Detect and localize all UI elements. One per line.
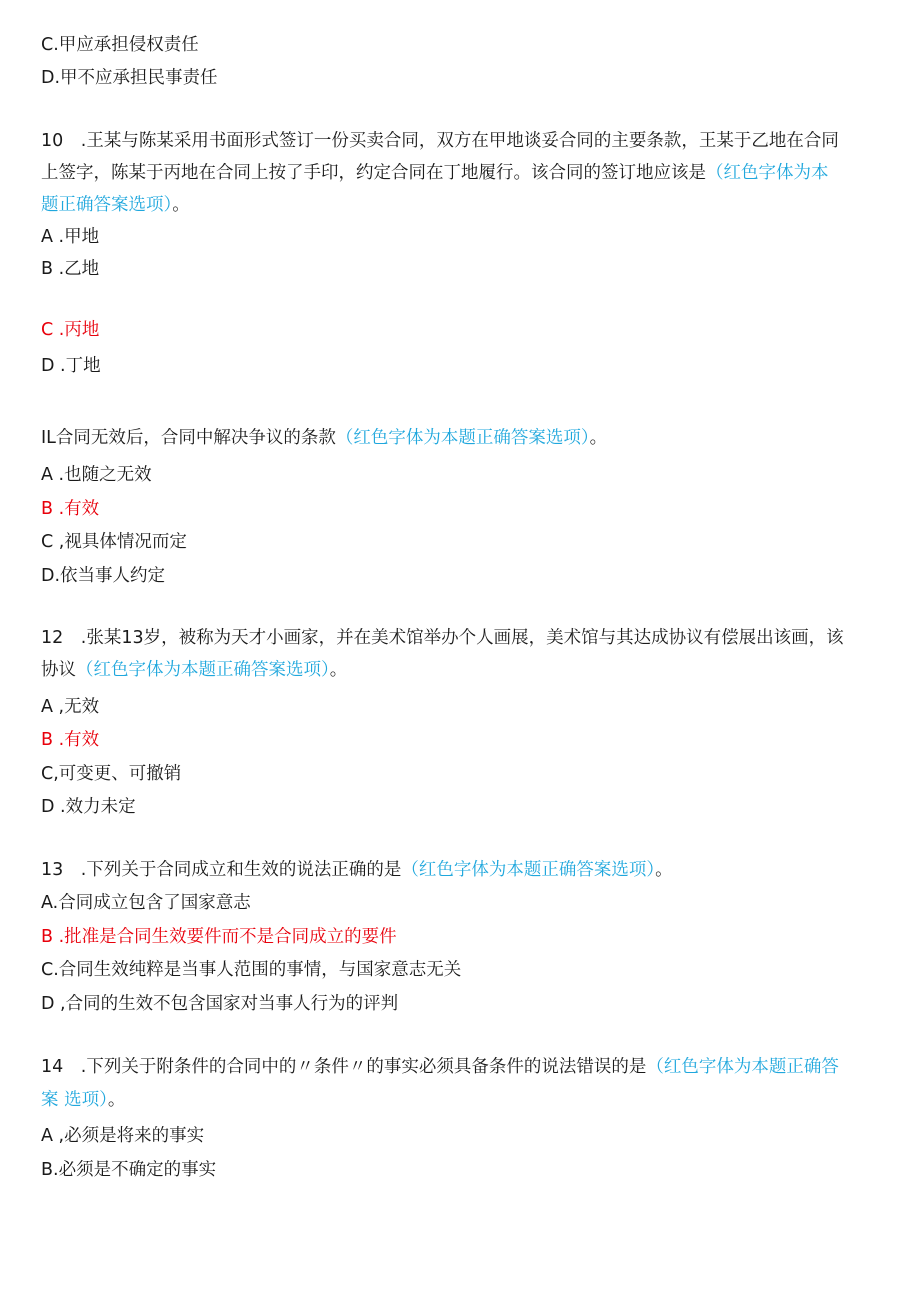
q9-option-d: D.甲不应承担民事责任 xyxy=(41,68,218,88)
q10-stem-text: 上签字，陈某于丙地在合同上按了手印，约定合同在丁地履行。该合同的签订地应该是 xyxy=(41,163,706,183)
q13-stem-text: 13 .下列关于合同成立和生效的说法正确的是 xyxy=(41,860,402,880)
q12-stem-line-2 xyxy=(41,654,886,686)
q13-answer-hint: （红色字体为本题正确答案选项） xyxy=(401,860,656,880)
q14-stem-line-1 xyxy=(41,1051,886,1083)
q13-option-a: A.合同成立包含了国家意志 xyxy=(41,893,251,913)
q11-stem xyxy=(41,422,886,454)
q10-option-b: B .乙地 xyxy=(41,259,100,279)
q11-option-c: C ,视具体情况而定 xyxy=(41,532,187,552)
q12-stem-text: 协议 xyxy=(41,660,76,680)
q12-stem-line-1: 12 .张某13岁，被称为天才小画家，并在美术馆举办个人画展，美术馆与其达成协议有偿展出该画，该 xyxy=(41,628,844,648)
q10-option-a: A .甲地 xyxy=(41,227,100,247)
q10-answer-hint-cont: 题正确答案选项） xyxy=(41,195,173,215)
q11-option-b-correct: B .有效 xyxy=(41,499,100,519)
q14-option-a: A ,必须是将来的事实 xyxy=(41,1126,205,1146)
q11-stem-end: 。 xyxy=(589,428,608,448)
q13-stem-end: 。 xyxy=(655,860,673,880)
q10-answer-hint: （红色字体为本 xyxy=(706,163,829,183)
q11-option-d: D.依当事人约定 xyxy=(41,566,166,586)
q14-stem-text: 14 .下列关于附条件的合同中的〃条件〃的事实必须具备条件的说法错误的是 xyxy=(41,1057,647,1077)
q12-option-c: C,可变更、可撤销 xyxy=(41,764,182,784)
q11-stem-text: IL合同无效后，合同中解决争议的条款 xyxy=(41,428,336,448)
q12-option-b-correct: B .有效 xyxy=(41,730,100,750)
q9-option-c: C.甲应承担侵权责任 xyxy=(41,35,199,55)
q10-stem-line-2 xyxy=(41,157,886,189)
q12-option-a: A ,无效 xyxy=(41,697,100,717)
q11-answer-hint: （红色字体为本题正确答案选项） xyxy=(335,428,590,448)
q13-option-d: D ,合同的生效不包含国家对当事人行为的评判 xyxy=(41,994,399,1014)
q10-stem-line-1: 10 .王某与陈某采用书面形式签订一份买卖合同，双方在甲地谈妥合同的主要条款，王某于乙地在合同 xyxy=(41,131,839,151)
q12-option-d: D .效力未定 xyxy=(41,797,136,817)
q13-option-b-correct: B .批准是合同生效要件而不是合同成立的要件 xyxy=(41,927,397,947)
q11-option-a: A .也随之无效 xyxy=(41,465,152,485)
q13-option-c: C.合同生效纯粹是当事人范围的事情，与国家意志无关 xyxy=(41,960,462,980)
q14-stem-end: 。 xyxy=(107,1090,126,1110)
q10-stem-line-3 xyxy=(41,189,886,221)
q10-option-d: D .丁地 xyxy=(41,356,101,376)
q14-option-b: B.必须是不确定的事实 xyxy=(41,1160,217,1180)
q13-stem xyxy=(41,854,886,886)
q12-answer-hint: （红色字体为本题正确答案选项） xyxy=(76,660,330,680)
q14-answer-hint: （红色字体为本题正确答 xyxy=(646,1057,839,1077)
q14-answer-hint-cont: 案 选项） xyxy=(41,1090,108,1110)
q10-option-c-correct: C .丙地 xyxy=(41,320,100,340)
q10-stem-end: 。 xyxy=(172,195,190,215)
q14-stem-line-2 xyxy=(41,1084,886,1116)
q12-stem-end: 。 xyxy=(329,660,348,680)
